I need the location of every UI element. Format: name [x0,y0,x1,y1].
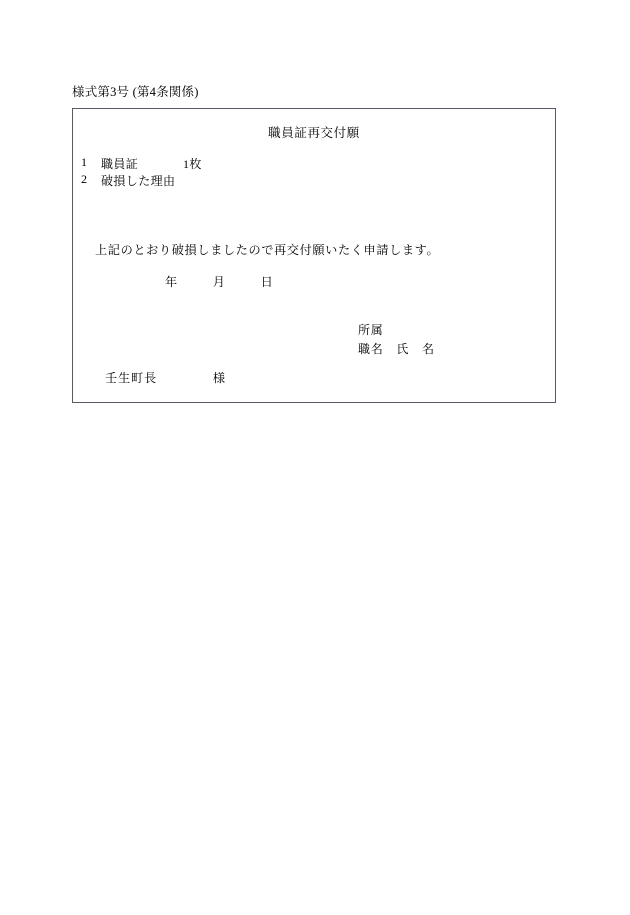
item-number: 2 [81,172,87,186]
document-title: 職員証再交付願 [268,126,360,140]
item-label: 破損した理由 [101,174,176,188]
date-year-label: 年 [165,275,178,289]
date-day-label: 日 [260,275,274,289]
addressee-suffix: 様 [212,371,226,385]
addressee-name: 壬生町長 [105,371,157,385]
addressee-line [105,369,226,386]
item-number: 1 [81,155,87,169]
item-value: 1枚 [183,157,202,171]
list-item [73,172,555,189]
date-line [165,273,273,290]
affiliation-label: 所属 [358,323,384,337]
application-form-box [72,108,556,403]
item-list [73,155,555,189]
list-item [73,155,555,172]
form-number-label: 様式第3号 (第4条関係) [72,85,199,99]
date-month-label: 月 [212,275,226,289]
name-label: 職名 氏 名 [358,342,435,356]
statement-text: 上記のとおり破損しましたので再交付願いたく申請します。 [95,243,440,257]
signature-block [358,321,435,359]
item-label: 職員証 [101,157,139,171]
